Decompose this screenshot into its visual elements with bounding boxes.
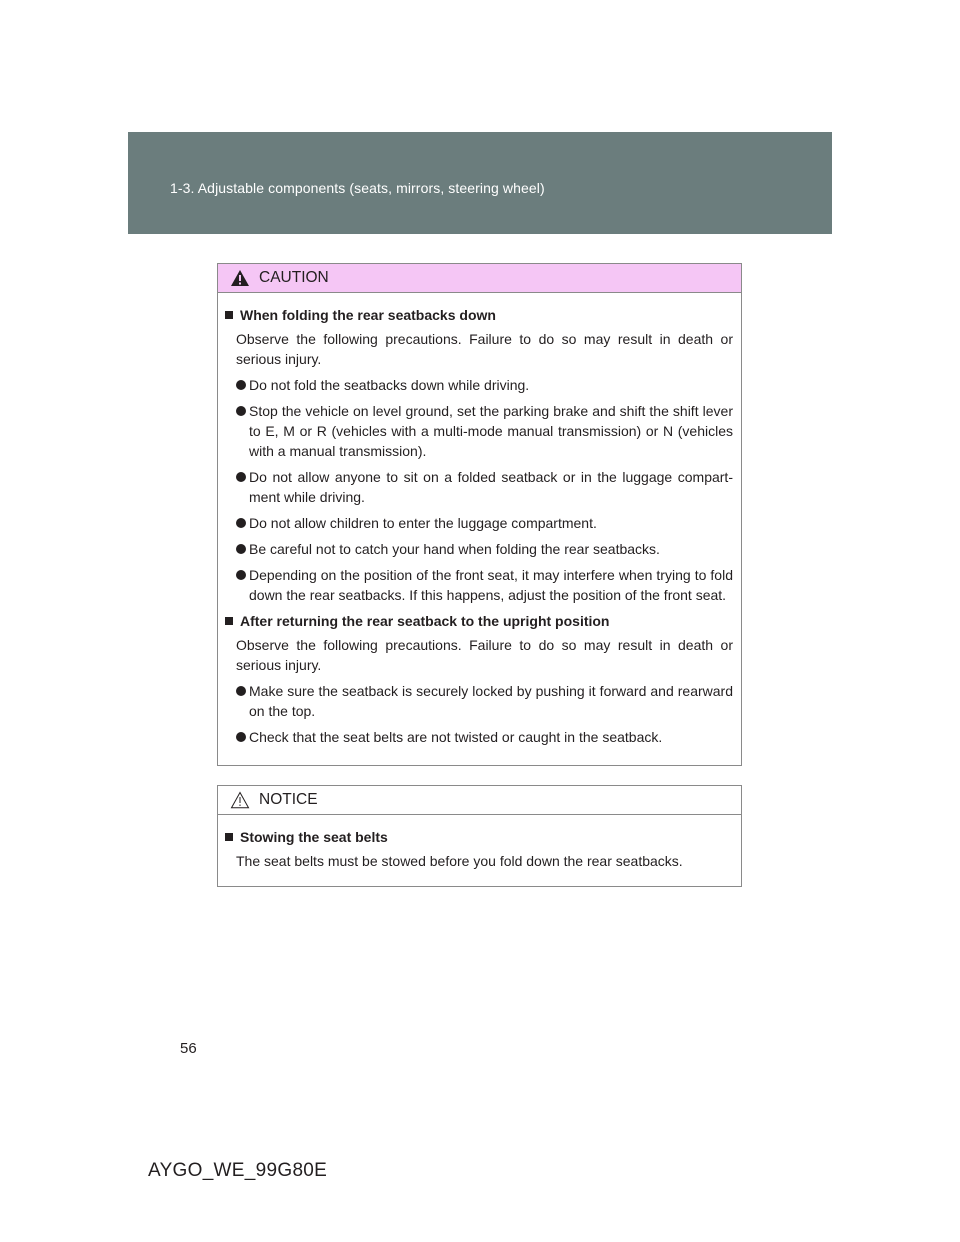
list-item: Do not fold the seatbacks down while driving.: [225, 375, 733, 395]
caution-body: [218, 293, 741, 765]
square-bullet-icon: [225, 311, 233, 319]
round-bullet-icon: [236, 732, 246, 742]
notice-label: NOTICE: [259, 791, 318, 808]
round-bullet-icon: [236, 406, 246, 416]
page-number: 56: [180, 1040, 197, 1057]
document-code: AYGO_WE_99G80E: [148, 1160, 328, 1181]
topic-heading: Stowing the seat belts: [225, 827, 733, 847]
square-bullet-icon: [225, 617, 233, 625]
caution-box: [217, 263, 742, 766]
notice-triangle-icon: [230, 791, 250, 809]
notice-body: [218, 815, 741, 889]
list-item: Do not allow children to enter the luggage compartment.: [225, 513, 733, 533]
section-title: 1-3. Adjustable components (seats, mirrors, steering wheel): [170, 180, 545, 196]
round-bullet-icon: [236, 518, 246, 528]
notice-header: [218, 786, 741, 815]
topic-intro: Observe the following precautions. Failure to do so may result in death or serious injury.: [236, 637, 733, 673]
topic-intro: The seat belts must be stowed before you fold down the rear seatbacks.: [236, 853, 683, 869]
round-bullet-icon: [236, 544, 246, 554]
list-item: Make sure the seatback is securely locked by pushing it forward and rearward on the top.: [225, 681, 733, 721]
list-item: Be careful not to catch your hand when folding the rear seatbacks.: [225, 539, 733, 559]
round-bullet-icon: [236, 472, 246, 482]
square-bullet-icon: [225, 833, 233, 841]
topic-heading: When folding the rear seatbacks down: [225, 305, 733, 325]
warning-triangle-icon: [230, 269, 250, 287]
list-item: Do not allow anyone to sit on a folded seatback or in the luggage compartment while driving.: [225, 467, 733, 507]
topic-heading: After returning the rear seatback to the upright position: [225, 611, 733, 631]
notice-box: [217, 785, 742, 887]
list-item: Stop the vehicle on level ground, set the parking brake and shift the shift lever to E, M or R (vehicles with a multi-mode manual transmission) or N (vehicles with a manual transmission).: [225, 401, 733, 461]
list-item: Depending on the position of the front seat, it may interfere when trying to fold down the rear seatbacks. If this happens, adjust the position of the front seat.: [225, 565, 733, 605]
caution-label: CAUTION: [259, 269, 329, 286]
round-bullet-icon: [236, 570, 246, 580]
list-item: Check that the seat belts are not twisted or caught in the seatback.: [225, 727, 733, 747]
topic-intro: Observe the following precautions. Failure to do so may result in death or serious injury.: [236, 331, 733, 367]
section-header-band: [128, 132, 832, 234]
caution-header: [218, 264, 741, 293]
round-bullet-icon: [236, 380, 246, 390]
round-bullet-icon: [236, 686, 246, 696]
